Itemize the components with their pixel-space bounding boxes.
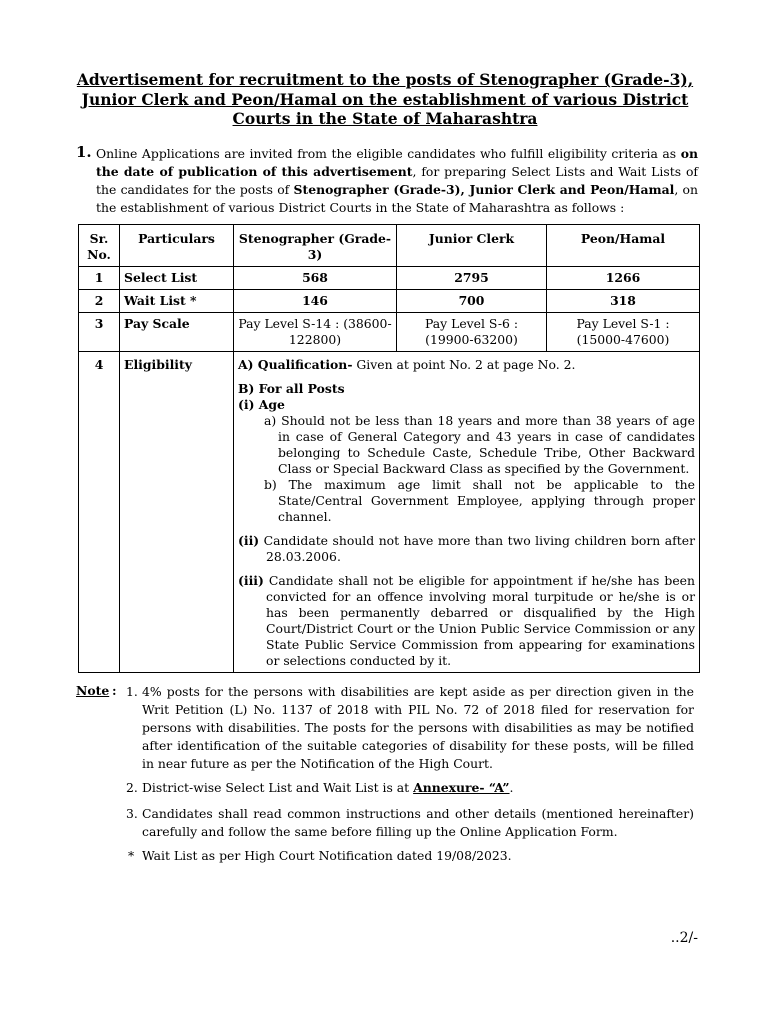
children-rule-text: Candidate should not have more than two living children born after 28.03.2006. bbox=[259, 533, 695, 564]
qualification-text: Given at point No. 2 at page No. 2. bbox=[352, 357, 576, 372]
qualification-label: A) Qualification- bbox=[238, 357, 353, 372]
intro-text-c: , on the establishment of various District Courts in the State of Maharashtra as follows : bbox=[96, 182, 698, 215]
age-heading: (i) Age bbox=[238, 397, 285, 412]
note-item bbox=[126, 805, 694, 841]
eligibility-cell bbox=[234, 352, 700, 673]
note-text: 4% posts for the persons with disabilities are kept aside as per direction given in the Writ Petition (L) No. 1137 of 2018 with PIL No. 72 of 2018 filed for reservation for persons with disabilities. The posts for the persons with disabilities as may be notified after identification of the suitable categories of disability for these posts, will be filled in near future as per the Notification of the High Court. bbox=[142, 684, 694, 771]
table-header-row bbox=[79, 225, 700, 267]
intro-text-b: , for preparing Select Lists and Wait Lists of the candidates for the posts of bbox=[96, 164, 698, 197]
table-row-eligibility bbox=[79, 352, 700, 673]
age-rule-b: b) The maximum age limit shall not be applicable to the State/Central Government Employee, applying through proper channel. bbox=[264, 477, 695, 524]
intro-bold-posts: Stenographer (Grade-3), Junior Clerk and Peon/Hamal bbox=[293, 182, 675, 197]
row-particular: Wait List * bbox=[120, 290, 234, 313]
header-particulars: Particulars bbox=[120, 225, 234, 267]
note-number: 1. bbox=[126, 684, 138, 699]
row-sr: 1 bbox=[79, 267, 120, 290]
header-peon-hamal: Peon/Hamal bbox=[547, 225, 700, 267]
intro-paragraph bbox=[76, 145, 698, 217]
row-particular: Select List bbox=[120, 267, 234, 290]
note-number: 2. bbox=[126, 780, 138, 795]
row-peon: 1266 bbox=[547, 267, 700, 290]
row-steno: 568 bbox=[234, 267, 397, 290]
age-rule-a: a) Should not be less than 18 years and more than 38 years of age in case of General Category and 43 years in case of candidates belonging to Schedule Caste, Schedule Tribe, Other Backward Class or Special Backward Class as specified by the Government. bbox=[264, 413, 695, 476]
note-text-after: . bbox=[509, 780, 514, 795]
note-item bbox=[126, 683, 694, 773]
all-posts-heading: B) For all Posts bbox=[238, 381, 345, 396]
header-sr-no: Sr. No. bbox=[79, 225, 120, 267]
table-row bbox=[79, 290, 700, 313]
row-clerk: Pay Level S-6 : (19900-63200) bbox=[397, 313, 547, 352]
conviction-rule-text: Candidate shall not be eligible for appointment if he/she has been convicted for an offence involving moral turpitude or he/she is or has been permanently debarred or disqualified by the High Court/District Court or the Union Public Service Commission or any State Public Service Commission from appearing for examinations or selections conducted by it. bbox=[263, 573, 695, 668]
table-row bbox=[79, 267, 700, 290]
note-item bbox=[126, 779, 694, 797]
posts-table bbox=[78, 224, 700, 673]
header-junior-clerk: Junior Clerk bbox=[397, 225, 547, 267]
note-text: Wait List as per High Court Notification dated 19/08/2023. bbox=[142, 848, 512, 863]
intro-text-a: Online Applications are invited from the eligible candidates who fulfill eligibility criteria as bbox=[96, 146, 681, 161]
note-colon: : bbox=[112, 683, 117, 698]
row-peon: 318 bbox=[547, 290, 700, 313]
annexure-link[interactable]: Annexure- “A” bbox=[413, 780, 510, 795]
row-steno: 146 bbox=[234, 290, 397, 313]
note-text-part: District-wise Select List and Wait List is at bbox=[142, 780, 414, 795]
note-text: Candidates shall read common instructions and other details (mentioned hereinafter) carefully and follow the same before filling up the Online Application Form. bbox=[142, 806, 694, 839]
row-sr: 2 bbox=[79, 290, 120, 313]
table-row bbox=[79, 313, 700, 352]
children-rule bbox=[238, 533, 695, 565]
note-item bbox=[126, 847, 694, 865]
page-title: Advertisement for recruitment to the posts of Stenographer (Grade-3), Junior Clerk and Peon/Hamal on the establishment of various District Courts in the State of Maharashtra bbox=[76, 70, 694, 128]
intro-bold-date: on the date of publication of this advertisement bbox=[96, 146, 698, 179]
header-stenographer: Stenographer (Grade-3) bbox=[234, 225, 397, 267]
row-clerk: 2795 bbox=[397, 267, 547, 290]
children-rule-label: (ii) bbox=[238, 533, 260, 548]
row-particular: Eligibility bbox=[120, 352, 234, 673]
qualification-line bbox=[238, 357, 695, 373]
row-steno: Pay Level S-14 : (38600-122800) bbox=[234, 313, 397, 352]
row-sr: 4 bbox=[79, 352, 120, 673]
note-text bbox=[126, 779, 694, 797]
conviction-rule bbox=[238, 573, 695, 669]
note-number: 3. bbox=[126, 806, 138, 821]
conviction-rule-label: (iii) bbox=[238, 573, 264, 588]
row-sr: 3 bbox=[79, 313, 120, 352]
row-particular: Pay Scale bbox=[120, 313, 234, 352]
note-label: Note bbox=[76, 683, 110, 698]
row-peon: Pay Level S-1 : (15000-47600) bbox=[547, 313, 700, 352]
row-clerk: 700 bbox=[397, 290, 547, 313]
intro-text bbox=[76, 145, 698, 217]
note-asterisk: * bbox=[128, 848, 135, 863]
section-number: 1. bbox=[76, 143, 92, 161]
page-number: ..2/- bbox=[670, 930, 698, 946]
